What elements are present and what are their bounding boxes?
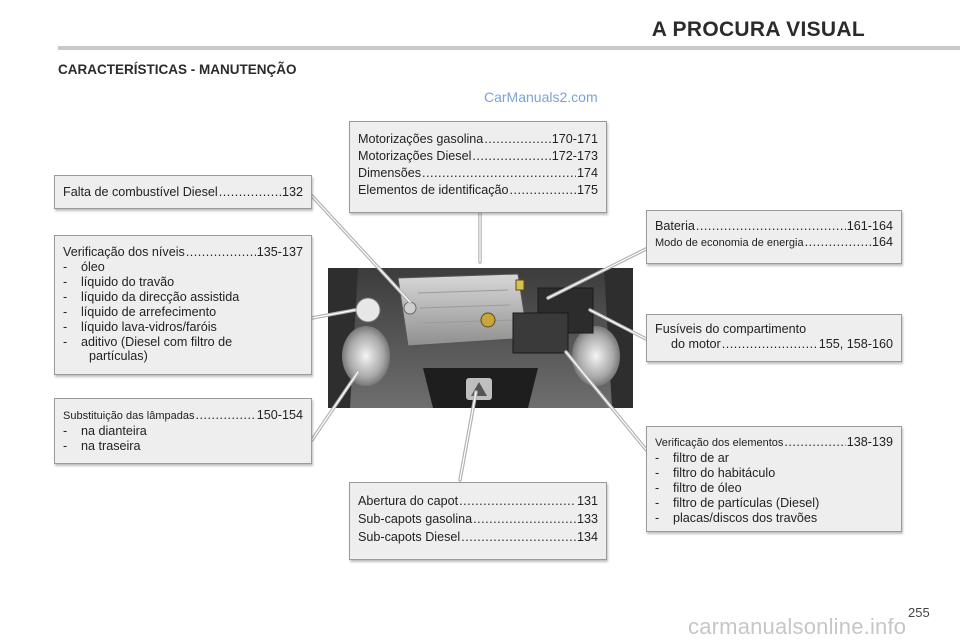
level-item-washer-fluid[interactable]: - líquido lava-vidros/faróis xyxy=(63,320,217,334)
right-headlight-icon xyxy=(572,326,620,386)
page-title: A PROCURA VISUAL xyxy=(651,18,865,41)
level-item-oil[interactable]: - óleo xyxy=(63,260,105,274)
levels-callout-box xyxy=(54,235,312,375)
left-headlight-icon xyxy=(342,326,390,386)
battery-row[interactable]: Bateria ..... 161-164 xyxy=(655,219,893,234)
element-item-air-filter[interactable]: - filtro de ar xyxy=(655,451,729,465)
element-item-cabin-filter[interactable]: - filtro do habitáculo xyxy=(655,466,776,480)
engine-bay-illustration xyxy=(328,268,633,408)
elements-title-row[interactable]: Verificação dos elementos ..... 138-139 xyxy=(655,435,893,451)
level-item-brake-fluid[interactable]: - líquido do travão xyxy=(63,275,175,289)
fuel-callout-box xyxy=(54,175,312,209)
engine-row-petrol[interactable]: Motorizações gasolina ..... 170-171 xyxy=(358,132,598,147)
level-item-additive-cont: partículas) xyxy=(89,349,148,363)
section-title: CARACTERÍSTICAS - MANUTENÇÃO xyxy=(58,62,297,77)
element-item-particle-filter[interactable]: - filtro de partículas (Diesel) xyxy=(655,496,820,510)
elements-callout-box xyxy=(646,426,902,532)
engine-bay-photo xyxy=(328,268,633,408)
fuses-callout-box xyxy=(646,314,902,362)
engine-row-dimensions[interactable]: Dimensões ..... 174 xyxy=(358,166,598,181)
fuel-row[interactable]: Falta de combustível Diesel ..... 132 xyxy=(63,185,303,200)
diesel-undertray-row[interactable]: Sub-capots Diesel ..... 134 xyxy=(358,530,598,545)
energy-economy-row[interactable]: Modo de economia de energia ..... 164 xyxy=(655,235,893,251)
lamps-title-row[interactable]: Substituição das lâmpadas ..... 150-154 xyxy=(63,408,303,424)
level-item-coolant[interactable]: - líquido de arrefecimento xyxy=(63,305,217,319)
battery-callout-box xyxy=(646,210,902,264)
lamps-item-front[interactable]: - na dianteira xyxy=(63,424,147,438)
fuses-row[interactable]: do motor ..... 155, 158-160 xyxy=(655,337,893,352)
engine-row-diesel[interactable]: Motorizações Diesel ..... 172-173 xyxy=(358,149,598,164)
watermark-bottom-link[interactable]: carmanualsonline.info xyxy=(688,614,907,639)
element-item-oil-filter[interactable]: - filtro de óleo xyxy=(655,481,742,495)
level-item-power-steering[interactable]: - líquido da direcção assistida xyxy=(63,290,240,304)
level-item-additive[interactable]: - aditivo (Diesel com filtro de xyxy=(63,335,233,349)
engines-callout-box xyxy=(349,121,607,213)
page-number: 255 xyxy=(908,605,930,620)
watermark-top-link[interactable]: CarManuals2.com xyxy=(484,89,598,105)
element-item-brake-pads[interactable]: - placas/discos dos travões xyxy=(655,511,818,525)
bonnet-opening-row[interactable]: Abertura do capot ..... 131 xyxy=(358,494,598,509)
petrol-undertray-row[interactable]: Sub-capots gasolina ..... 133 xyxy=(358,512,598,527)
lamps-callout-box xyxy=(54,398,312,464)
lamps-item-rear[interactable]: - na traseira xyxy=(63,439,141,453)
fuses-line1: Fusíveis do compartimento xyxy=(655,322,807,336)
engine-row-identification[interactable]: Elementos de identificação ..... 175 xyxy=(358,183,598,198)
bonnet-callout-box xyxy=(349,482,607,560)
levels-title-row[interactable]: Verificação dos níveis ..... 135-137 xyxy=(63,245,303,260)
title-rule xyxy=(58,46,960,50)
